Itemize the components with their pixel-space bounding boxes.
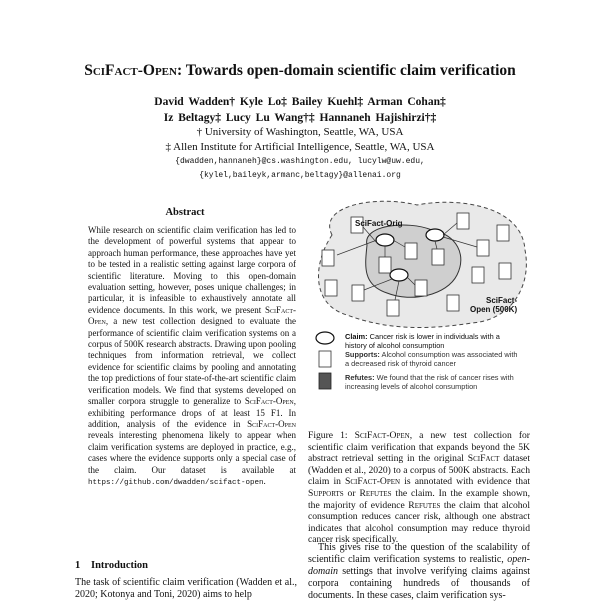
title-rest: : Towards open-domain scientific claim verification bbox=[176, 62, 516, 79]
legend-claim: Claim: Cancer risk is lower in individuals with a history of alcohol consumption bbox=[345, 332, 500, 350]
author-line-2: Iz Beltagy‡ Lucy Lu Wang†‡ Hannaneh Hajishirzi†‡ bbox=[163, 112, 437, 124]
abstract-heading: Abstract bbox=[165, 207, 205, 218]
dataset-link[interactable]: https://github.com/dwadden/scifact-open bbox=[88, 478, 264, 487]
introduction-text: The task of scientific claim verification (Wadden et al., 2020; Kotonya and Toni, 2020) aims to help bbox=[75, 577, 297, 600]
figure-label-orig: SciFact-Orig bbox=[355, 219, 403, 228]
title-name: SciFact-Open bbox=[84, 62, 177, 79]
legend-refutes-doc bbox=[319, 373, 331, 389]
author-line-1: David Wadden† Kyle Lo‡ Bailey Kuehl‡ Arman Cohan‡ bbox=[154, 96, 446, 108]
legend-supports-doc bbox=[319, 351, 331, 367]
email-line-1: {dwadden,hannaneh}@cs.washington.edu, lucylw@uw.edu, bbox=[175, 157, 425, 166]
figure-caption: Figure 1: SciFact-Open, a new test collection for scientific claim verification that expands beyond the 5K abstract retrieval setting in the original SciFact dataset (Wadden et al., 2020) to a corpus of 500K abstracts. Each claim in SciFact-Open is annotated with evidence that Supports or Refutes the claim. In the example shown, the majority of evidence Refutes the claim that alcohol consumption reduces cancer risk, although one abstract indicates that alcohol consumption may reduce thyroid cancer risk specifically. bbox=[308, 430, 531, 546]
figure-label-open: SciFact- Open (500K) bbox=[470, 296, 518, 314]
email-line-2: {kylel,baileyk,armanc,beltagy}@allenai.org bbox=[199, 171, 401, 180]
section-heading-introduction: 1 Introduction bbox=[75, 560, 148, 571]
legend-refutes: Refutes: We found that the risk of cancer rises with increasing levels of alcohol consumption bbox=[345, 373, 514, 391]
body-paragraph: This gives rise to the question of the scalability of scientific claim verification systems to realistic, open-domain settings that involve verifying claims against corpora containing hundreds of thousands of documents. In these cases, claim verification sys- bbox=[308, 542, 530, 601]
legend-supports: Supports: Alcohol consumption was associated with a decreased risk of thyroid cancer bbox=[345, 350, 518, 368]
affiliation-ai2: ‡ Allen Institute for Artificial Intelligence, Seattle, WA, USA bbox=[165, 141, 435, 153]
abstract-body: While research on scientific claim verification has led to the development of powerful systems that appear to approach human performance, these approaches have yet to be tested in a realistic setting against large corpora of scientific literature. Moving to this open-domain evaluation setting, however, poses unique challenges; in particular, it is infeasible to exhaustively annotate all evidence documents. In this work, we present SciFact-Open, a new test collection designed to evaluate the performance of scientific claim verification systems on a corpus of 500K research abstracts. Drawing upon pooling techniques from information retrieval, we collect evidence for scientific claims by pooling and annotating the top predictions of four state-of-the-art scientific claim verification models. We find that systems developed on smaller corpora struggle to generalize to SciFact-Open, exhibiting performance drops of at least 15 F1. In addition, analysis of the evidence in SciFact-Open reveals interesting phenomena likely to appear when claim verification systems are deployed in practice, e.g., cases where the evidence supports only a special case of the claim. Our dataset is available at https://github.com/dwadden/scifact-open. bbox=[88, 225, 296, 487]
legend-claim-bubble bbox=[316, 332, 334, 344]
paper-title bbox=[0, 62, 600, 80]
affiliation-uw: † University of Washington, Seattle, WA, USA bbox=[196, 126, 404, 138]
